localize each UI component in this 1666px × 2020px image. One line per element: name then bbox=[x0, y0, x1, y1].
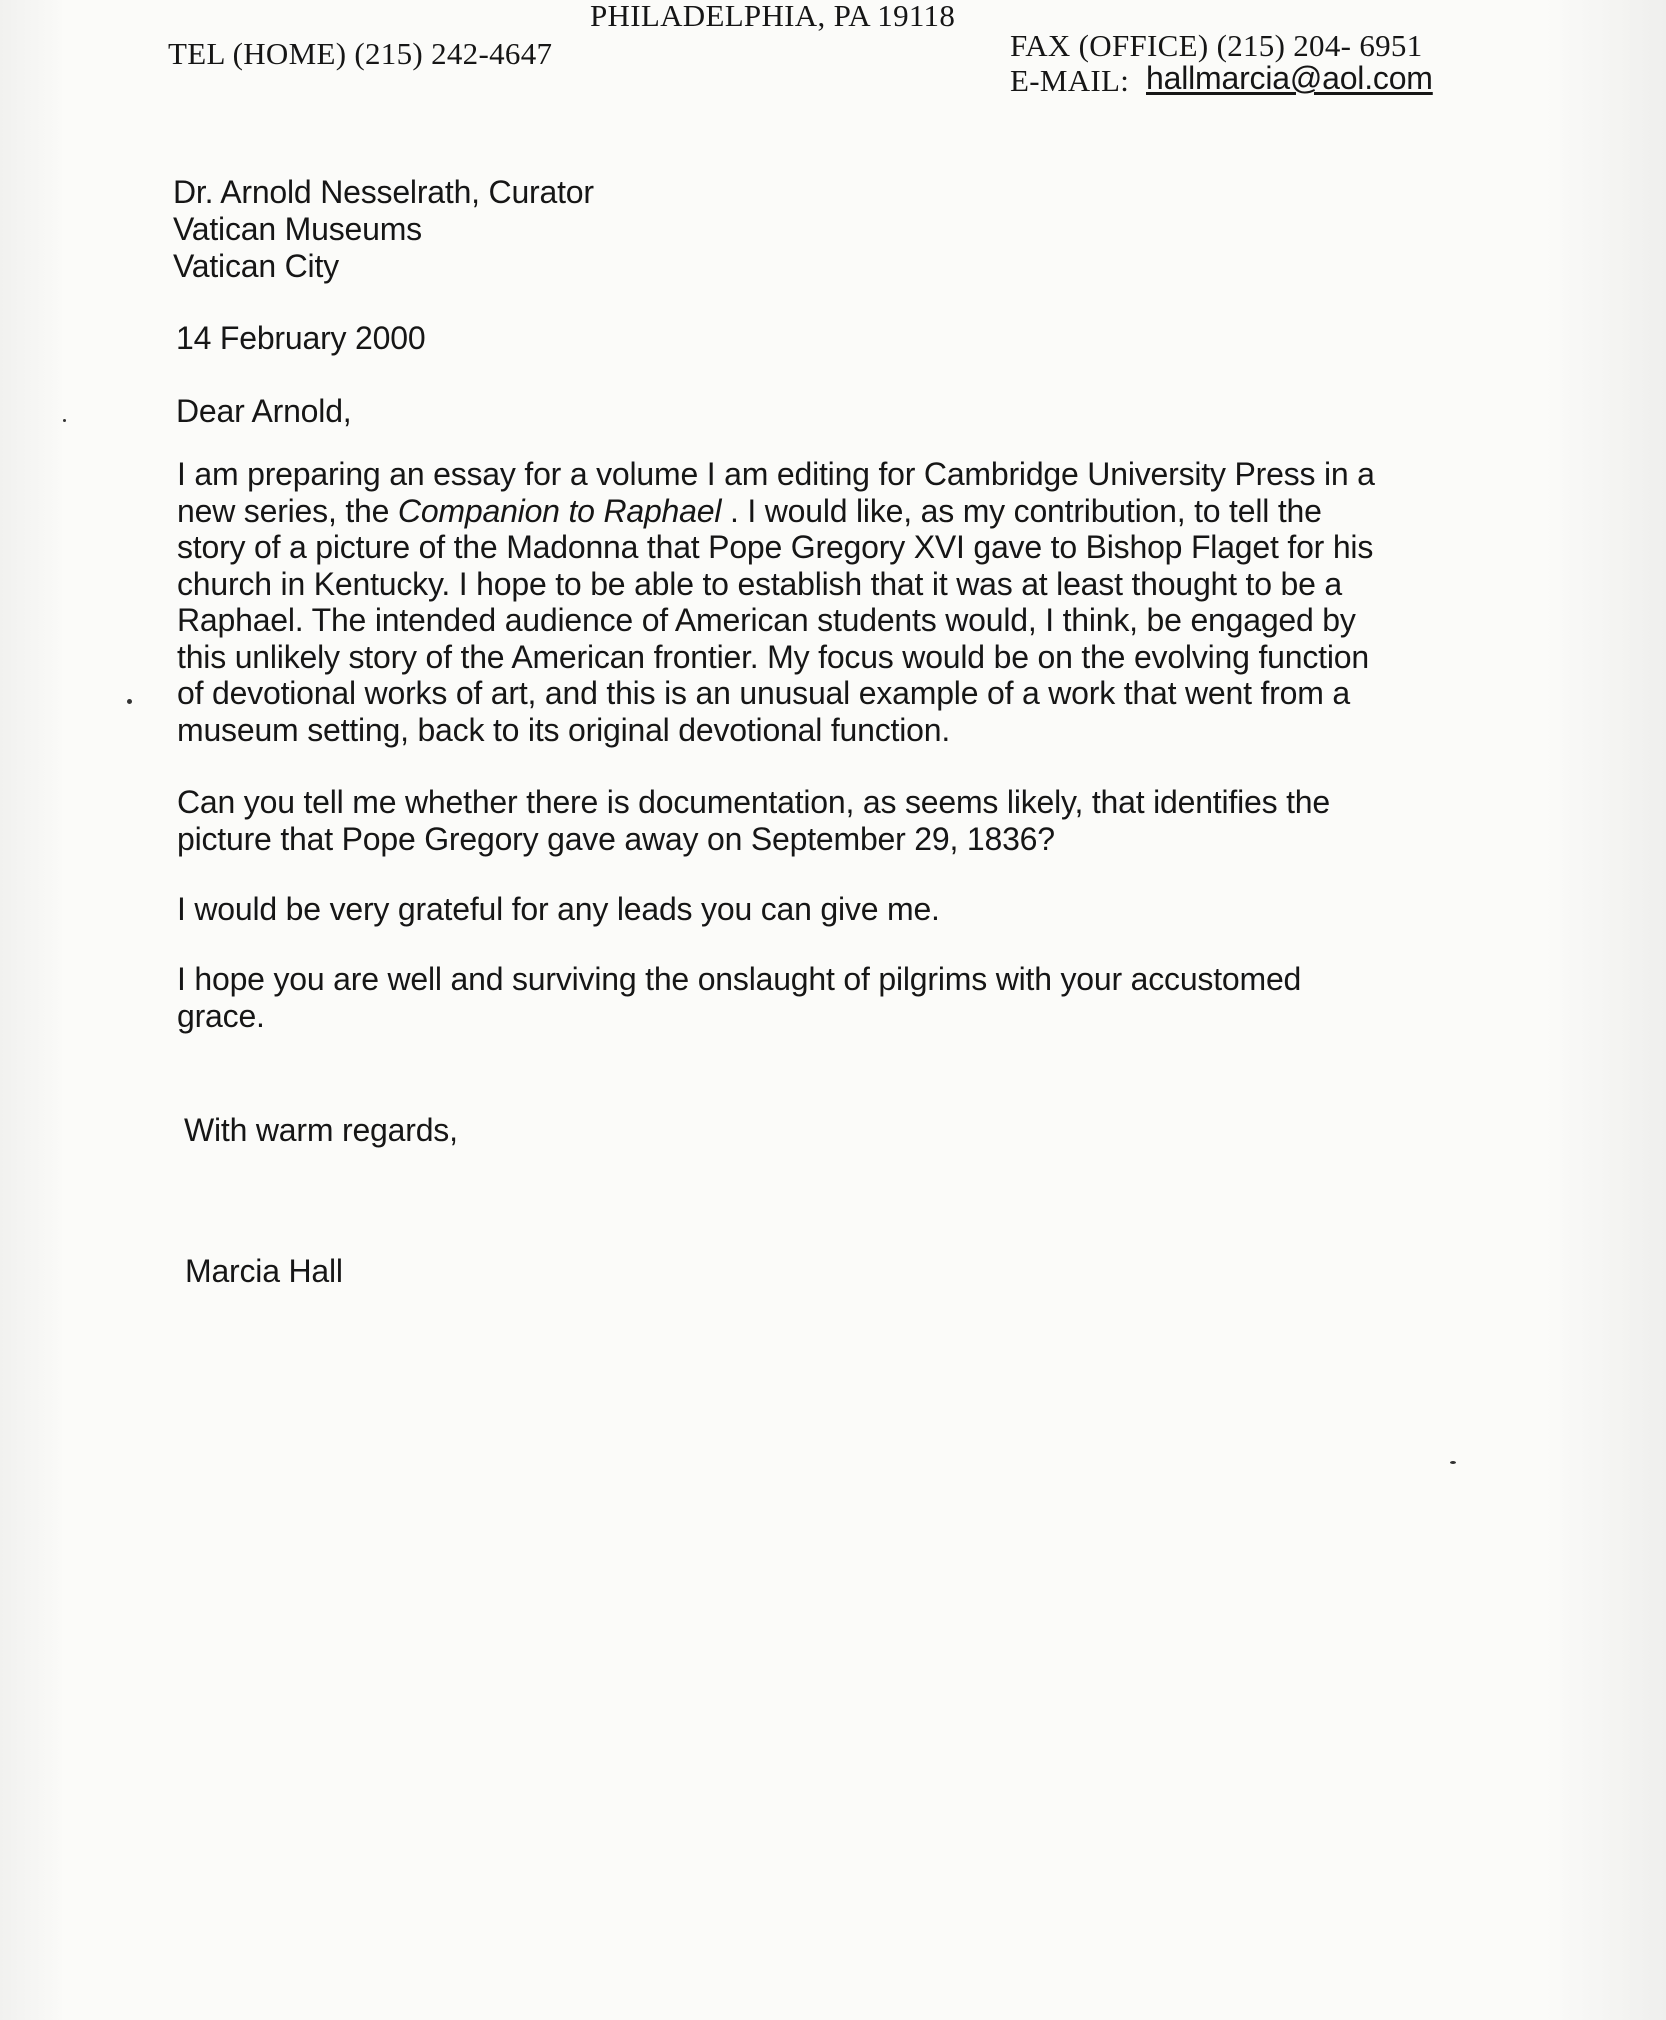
text-fragment: . I would like, as my contribution, to tell the bbox=[721, 492, 1322, 529]
recipient-city: Vatican City bbox=[173, 248, 339, 284]
letterhead-phone: TEL (HOME) (215) 242-4647 bbox=[168, 36, 553, 71]
text-line: I would be very grateful for any leads you can give me. bbox=[177, 891, 940, 927]
body-paragraph-4 bbox=[177, 961, 1522, 1034]
text-line: Can you tell me whether there is documentation, as seems likely, that identifies the bbox=[177, 784, 1330, 820]
salutation: Dear Arnold, bbox=[176, 393, 352, 429]
book-title: Companion to Raphael bbox=[397, 492, 722, 529]
text-line: Raphael. The intended audience of American students would, I think, be engaged by bbox=[177, 602, 1356, 638]
text-line: museum setting, back to its original devotional function. bbox=[177, 711, 951, 748]
letter-date: 14 February 2000 bbox=[176, 320, 426, 356]
scan-speck bbox=[127, 699, 132, 704]
scan-speck bbox=[1450, 1461, 1456, 1464]
text-line: I hope you are well and surviving the onslaught of pilgrims with your accustomed bbox=[177, 961, 1302, 997]
recipient-institution: Vatican Museums bbox=[173, 211, 422, 247]
text-line: grace. bbox=[177, 997, 265, 1034]
scan-edge-right bbox=[1546, 0, 1666, 2020]
text-line: story of a picture of the Madonna that Pope Gregory XVI gave to Bishop Flaget for his bbox=[177, 529, 1374, 565]
text-line: church in Kentucky. I hope to be able to establish that it was at least thought to be a bbox=[177, 565, 1342, 602]
text-line: this unlikely story of the American frontier. My focus would be on the evolving function bbox=[177, 638, 1369, 675]
text-line: I am preparing an essay for a volume I am editing for Cambridge University Press in a bbox=[177, 456, 1375, 492]
body-paragraph-1 bbox=[177, 456, 1522, 748]
text-line bbox=[177, 493, 1522, 530]
letterhead-fax: FAX (OFFICE) (215) 204- 6951 bbox=[1010, 28, 1423, 63]
letterhead-email-link[interactable]: hallmarcia@aol.com bbox=[1146, 60, 1433, 96]
scan-edge-left bbox=[0, 0, 62, 2020]
recipient-name: Dr. Arnold Nesselrath, Curator bbox=[173, 174, 594, 210]
text-line: picture that Pope Gregory gave away on September 29, 1836? bbox=[177, 820, 1055, 857]
signature-name: Marcia Hall bbox=[185, 1253, 343, 1289]
scan-speck bbox=[63, 419, 66, 422]
body-paragraph-2 bbox=[177, 784, 1522, 857]
text-fragment: new series, the bbox=[177, 492, 398, 529]
body-paragraph-3 bbox=[177, 891, 1522, 928]
letterhead-email-label: E-MAIL: bbox=[1010, 63, 1130, 98]
letterhead-city: PHILADELPHIA, PA 19118 bbox=[590, 0, 956, 33]
text-line: of devotional works of art, and this is an unusual example of a work that went from a bbox=[177, 675, 1350, 711]
closing: With warm regards, bbox=[184, 1112, 458, 1148]
